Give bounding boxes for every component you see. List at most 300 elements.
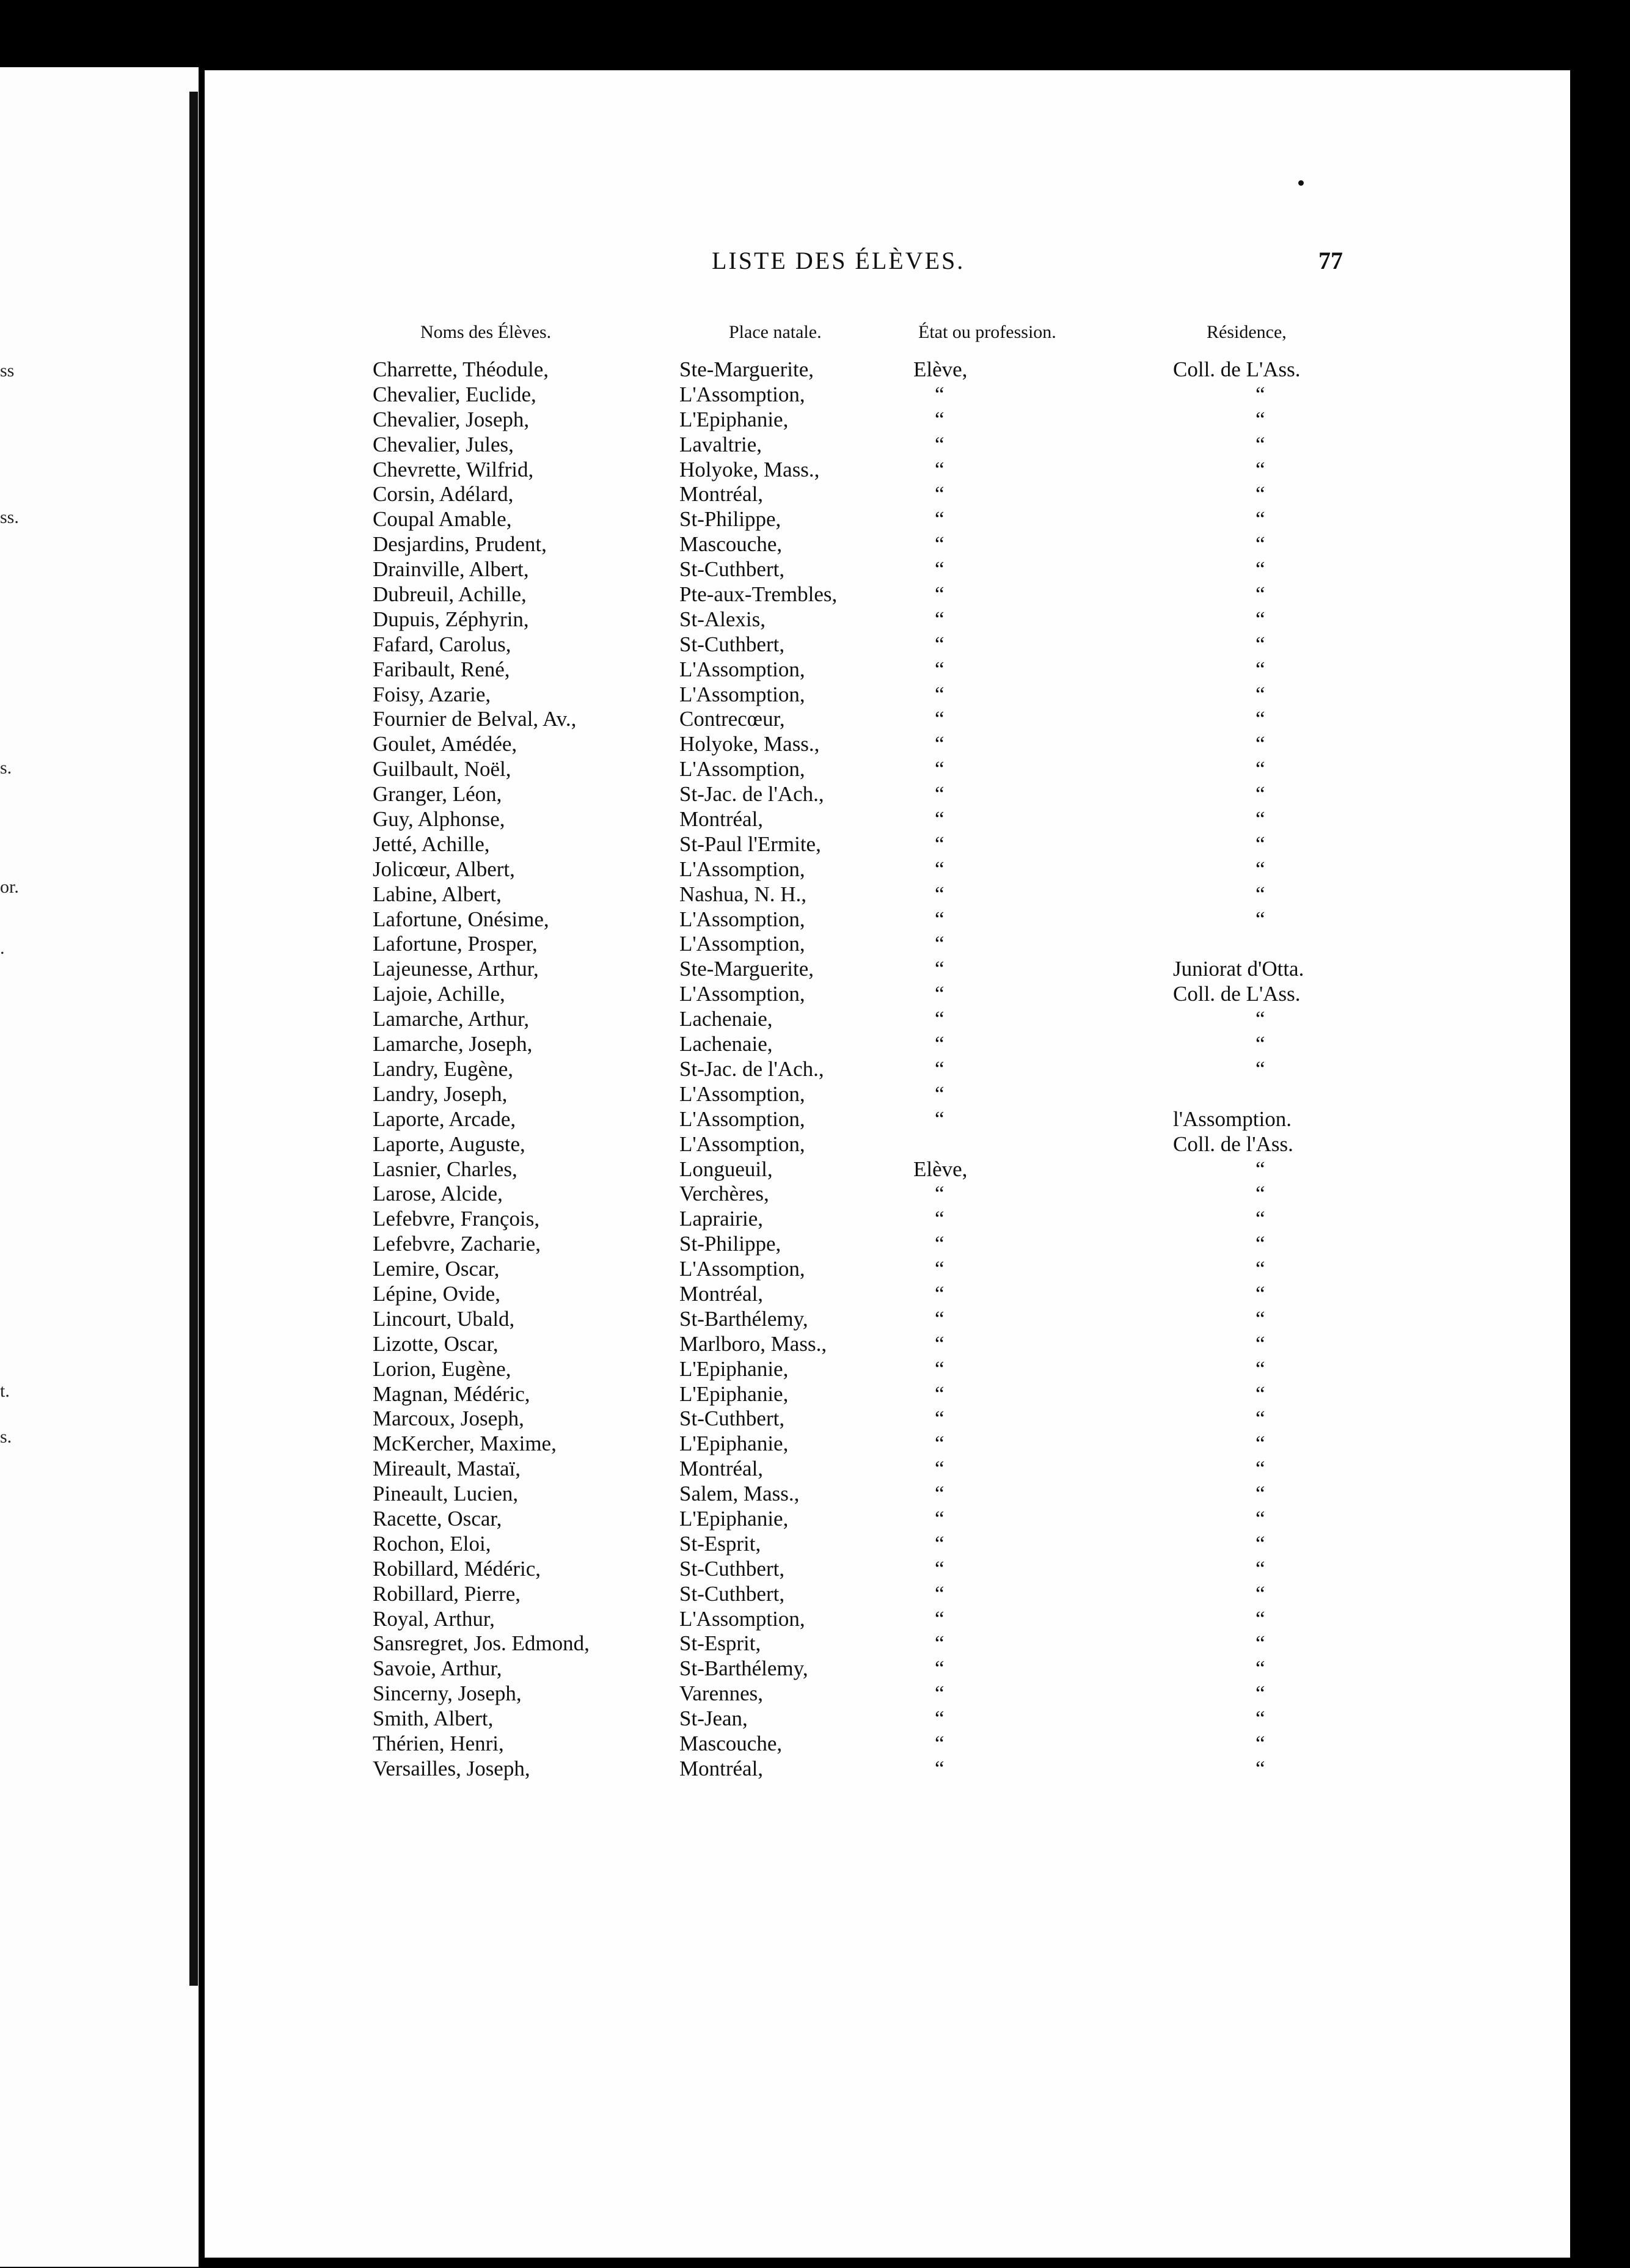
student-name: Corsin, Adélard, [373, 482, 514, 507]
occupation: “ [935, 1257, 945, 1281]
student-row [205, 1282, 1570, 1307]
student-row [205, 707, 1570, 732]
student-row [205, 657, 1570, 682]
birthplace: L'Assomption, [679, 932, 805, 956]
residence: “ [1255, 1506, 1265, 1531]
residence: “ [1255, 1556, 1265, 1581]
occupation: “ [935, 1432, 945, 1456]
occupation: “ [935, 382, 945, 406]
birthplace: St-Philippe, [679, 1232, 781, 1256]
student-row [205, 507, 1570, 532]
occupation: “ [935, 807, 945, 832]
student-name: Chevalier, Jules, [373, 432, 514, 456]
residence: “ [1255, 682, 1265, 706]
running-head [205, 246, 1570, 283]
occupation: “ [935, 1581, 945, 1606]
residence: “ [1255, 532, 1265, 557]
student-name: Sincerny, Joseph, [373, 1681, 522, 1706]
birthplace: St-Cuthbert, [679, 1407, 785, 1431]
student-row [205, 1532, 1570, 1557]
birthplace: Salem, Mass., [679, 1482, 800, 1506]
occupation: “ [935, 982, 945, 1006]
student-row [205, 1307, 1570, 1332]
occupation: “ [935, 682, 945, 706]
occupation: “ [935, 1356, 945, 1381]
residence: “ [1255, 1331, 1265, 1356]
column-header-name: Noms des Élèves. [420, 322, 552, 342]
birthplace: Montréal, [679, 1756, 764, 1780]
edge-fragment: s. [0, 1427, 12, 1447]
student-row [205, 1082, 1570, 1107]
student-name: Lamarche, Joseph, [373, 1032, 533, 1056]
student-name: Lafortune, Onésime, [373, 907, 549, 931]
birthplace: St-Jac. de l'Ach., [679, 1056, 824, 1081]
occupation: “ [935, 1606, 945, 1631]
student-row [205, 1681, 1570, 1706]
occupation: “ [935, 1756, 945, 1780]
student-name: Dubreuil, Achille, [373, 582, 527, 607]
occupation: “ [935, 1631, 945, 1656]
student-name: Landry, Eugène, [373, 1056, 513, 1081]
student-row [205, 1382, 1570, 1407]
birthplace: L'Epiphanie, [679, 1381, 789, 1406]
student-name: Rochon, Eloi, [373, 1531, 491, 1556]
occupation: Elève, [913, 1157, 968, 1181]
student-name: Versailles, Joseph, [373, 1756, 530, 1780]
student-row [205, 1582, 1570, 1607]
student-name: Racette, Oscar, [373, 1506, 502, 1531]
student-row [205, 882, 1570, 907]
student-row [205, 1207, 1570, 1232]
residence: “ [1255, 1257, 1265, 1281]
birthplace: St-Jac. de l'Ach., [679, 782, 824, 807]
student-name: Chevalier, Euclide, [373, 382, 536, 406]
student-name: Lajoie, Achille, [373, 982, 505, 1006]
student-name: Jolicœur, Albert, [373, 857, 515, 881]
student-row [205, 1457, 1570, 1482]
birthplace: St-Philippe, [679, 507, 781, 532]
residence: “ [1255, 1457, 1265, 1481]
residence: “ [1255, 1631, 1265, 1656]
residence: “ [1255, 1756, 1265, 1780]
student-row [205, 982, 1570, 1007]
student-list [205, 357, 1570, 1782]
student-row [205, 1182, 1570, 1207]
edge-fragment: . [0, 938, 5, 958]
student-name: Lajeunesse, Arthur, [373, 957, 539, 981]
occupation: “ [935, 732, 945, 756]
student-row [205, 1557, 1570, 1582]
occupation: “ [935, 957, 945, 981]
student-name: Fafard, Carolus, [373, 632, 511, 656]
student-name: Guilbault, Noël, [373, 757, 511, 781]
residence: “ [1255, 782, 1265, 807]
birthplace: Lavaltrie, [679, 432, 762, 456]
birthplace: Ste-Marguerite, [679, 357, 814, 381]
occupation: “ [935, 532, 945, 557]
occupation: “ [935, 557, 945, 582]
residence: “ [1255, 1432, 1265, 1456]
birthplace: L'Assomption, [679, 907, 805, 931]
student-name: Lincourt, Ubald, [373, 1306, 515, 1331]
occupation: “ [935, 1081, 945, 1106]
birthplace: L'Assomption, [679, 1107, 805, 1131]
residence: “ [1255, 1306, 1265, 1331]
occupation: “ [935, 882, 945, 906]
occupation: “ [935, 1381, 945, 1406]
student-row [205, 482, 1570, 507]
birthplace: St-Paul l'Ermite, [679, 832, 821, 856]
residence: “ [1255, 732, 1265, 756]
student-row [205, 782, 1570, 807]
occupation: “ [935, 832, 945, 856]
student-name: Sansregret, Jos. Edmond, [373, 1631, 590, 1656]
birthplace: Nashua, N. H., [679, 882, 807, 906]
student-row [205, 1757, 1570, 1782]
student-name: Robillard, Pierre, [373, 1581, 521, 1606]
occupation: “ [935, 1681, 945, 1706]
student-row [205, 1032, 1570, 1057]
occupation: “ [935, 1306, 945, 1331]
residence: “ [1255, 1007, 1265, 1031]
student-row [205, 382, 1570, 408]
student-name: Lasnier, Charles, [373, 1157, 517, 1181]
residence: “ [1255, 1656, 1265, 1681]
birthplace: L'Assomption, [679, 1132, 805, 1156]
student-name: Marcoux, Joseph, [373, 1407, 524, 1431]
column-header-etat: État ou profession. [918, 322, 1056, 342]
residence: “ [1255, 1356, 1265, 1381]
student-name: Larose, Alcide, [373, 1182, 503, 1206]
occupation: “ [935, 1056, 945, 1081]
occupation: “ [935, 1331, 945, 1356]
residence: “ [1255, 1157, 1265, 1181]
student-row [205, 557, 1570, 582]
birthplace: St-Esprit, [679, 1531, 761, 1556]
student-name: Lépine, Ovide, [373, 1281, 500, 1306]
occupation: “ [935, 782, 945, 807]
edge-fragment: ss [0, 360, 15, 381]
residence: “ [1255, 1032, 1265, 1056]
residence: “ [1255, 1581, 1265, 1606]
birthplace: Longueuil, [679, 1157, 773, 1181]
birthplace: L'Epiphanie, [679, 1356, 789, 1381]
birthplace: St-Cuthbert, [679, 557, 785, 582]
residence: “ [1255, 1531, 1265, 1556]
student-name: Lizotte, Oscar, [373, 1331, 499, 1356]
residence: “ [1255, 1681, 1265, 1706]
birthplace: Montréal, [679, 807, 764, 832]
occupation: “ [935, 457, 945, 481]
occupation: “ [935, 1007, 945, 1031]
student-row [205, 732, 1570, 757]
page-number: 77 [1318, 247, 1343, 274]
student-row [205, 357, 1570, 382]
birthplace: Marlboro, Mass., [679, 1331, 827, 1356]
birthplace: Mascouche, [679, 532, 783, 557]
residence: “ [1255, 657, 1265, 681]
occupation: “ [935, 757, 945, 781]
occupation: “ [935, 1407, 945, 1431]
birthplace: L'Epiphanie, [679, 1506, 789, 1531]
ink-speck [1298, 180, 1304, 186]
occupation: “ [935, 1706, 945, 1731]
birthplace: Laprairie, [679, 1207, 763, 1231]
student-row [205, 458, 1570, 483]
student-name: Foisy, Azarie, [373, 682, 491, 706]
occupation: “ [935, 582, 945, 607]
student-name: Laporte, Auguste, [373, 1132, 525, 1156]
student-name: Pineault, Lucien, [373, 1482, 519, 1506]
student-name: Granger, Léon, [373, 782, 502, 807]
residence: “ [1255, 857, 1265, 881]
student-name: Landry, Joseph, [373, 1081, 508, 1106]
residence: “ [1255, 807, 1265, 832]
birthplace: Montréal, [679, 1281, 764, 1306]
birthplace: Varennes, [679, 1681, 764, 1706]
student-row [205, 1656, 1570, 1681]
residence: “ [1255, 557, 1265, 582]
birthplace: Verchères, [679, 1182, 769, 1206]
residence: “ [1255, 607, 1265, 631]
birthplace: L'Assomption, [679, 1257, 805, 1281]
student-row [205, 957, 1570, 982]
occupation: “ [935, 1032, 945, 1056]
residence: “ [1255, 1281, 1265, 1306]
student-name: Laporte, Arcade, [373, 1107, 516, 1131]
student-name: Labine, Albert, [373, 882, 502, 906]
student-row [205, 1732, 1570, 1757]
student-name: McKercher, Maxime, [373, 1432, 557, 1456]
occupation: “ [935, 1556, 945, 1581]
residence: “ [1255, 482, 1265, 507]
student-name: Dupuis, Zéphyrin, [373, 607, 529, 631]
residence: “ [1255, 907, 1265, 931]
birthplace: St-Esprit, [679, 1631, 761, 1656]
occupation: “ [935, 1207, 945, 1231]
residence: “ [1255, 407, 1265, 431]
student-row [205, 1507, 1570, 1532]
birthplace: L'Epiphanie, [679, 1432, 789, 1456]
student-name: Chevalier, Joseph, [373, 407, 530, 431]
student-row [205, 932, 1570, 957]
student-name: Coupal Amable, [373, 507, 512, 532]
student-name: Chevrette, Wilfrid, [373, 457, 534, 481]
student-row [205, 1407, 1570, 1432]
birthplace: L'Assomption, [679, 382, 805, 406]
occupation: “ [935, 507, 945, 532]
student-row [205, 1482, 1570, 1507]
residence: “ [1255, 882, 1265, 906]
student-row [205, 607, 1570, 632]
birthplace: L'Epiphanie, [679, 407, 789, 431]
birthplace: St-Barthélemy, [679, 1306, 808, 1331]
birthplace: Montréal, [679, 482, 764, 507]
birthplace: Ste-Marguerite, [679, 957, 814, 981]
student-name: Fournier de Belval, Av., [373, 707, 577, 731]
birthplace: St-Cuthbert, [679, 1556, 785, 1581]
student-row [205, 1257, 1570, 1282]
student-name: Mireault, Mastaï, [373, 1457, 521, 1481]
student-row [205, 682, 1570, 708]
book-binding [189, 92, 198, 1986]
residence: Coll. de l'Ass. [1173, 1132, 1293, 1156]
student-row [205, 857, 1570, 882]
birthplace: L'Assomption, [679, 1081, 805, 1106]
residence: “ [1255, 832, 1265, 856]
student-name: Lemire, Oscar, [373, 1257, 500, 1281]
student-row [205, 1432, 1570, 1457]
student-row [205, 1332, 1570, 1357]
birthplace: Contrecœur, [679, 707, 785, 731]
student-name: Guy, Alphonse, [373, 807, 505, 832]
residence: “ [1255, 382, 1265, 406]
previous-page-edge [0, 67, 199, 2267]
birthplace: L'Assomption, [679, 1606, 805, 1631]
student-name: Faribault, René, [373, 657, 510, 681]
student-row [205, 1607, 1570, 1632]
student-name: Lamarche, Arthur, [373, 1007, 530, 1031]
residence: “ [1255, 1706, 1265, 1731]
occupation: “ [935, 857, 945, 881]
student-row [205, 582, 1570, 607]
occupation: “ [935, 1482, 945, 1506]
occupation: “ [935, 1531, 945, 1556]
occupation: “ [935, 1731, 945, 1755]
student-row [205, 1232, 1570, 1257]
residence: “ [1255, 432, 1265, 456]
birthplace: St-Barthélemy, [679, 1656, 808, 1681]
birthplace: Lachenaie, [679, 1007, 773, 1031]
student-name: Thérien, Henri, [373, 1731, 504, 1755]
student-name: Desjardins, Prudent, [373, 532, 547, 557]
birthplace: Mascouche, [679, 1731, 783, 1755]
student-row [205, 1706, 1570, 1732]
edge-fragment: s. [0, 758, 12, 778]
residence: “ [1255, 1182, 1265, 1206]
birthplace: L'Assomption, [679, 757, 805, 781]
student-row [205, 433, 1570, 458]
birthplace: L'Assomption, [679, 657, 805, 681]
student-row [205, 1007, 1570, 1032]
student-row [205, 632, 1570, 657]
occupation: “ [935, 707, 945, 731]
student-row [205, 907, 1570, 932]
column-header-residence: Résidence, [1207, 322, 1287, 342]
residence: Coll. de L'Ass. [1173, 357, 1301, 381]
student-name: Drainville, Albert, [373, 557, 529, 582]
occupation: “ [935, 657, 945, 681]
occupation: “ [935, 932, 945, 956]
residence: “ [1255, 707, 1265, 731]
student-name: Savoie, Arthur, [373, 1656, 502, 1681]
residence: “ [1255, 1482, 1265, 1506]
student-name: Smith, Albert, [373, 1706, 494, 1731]
student-row [205, 1157, 1570, 1182]
student-name: Lafortune, Prosper, [373, 932, 538, 956]
occupation: “ [935, 1457, 945, 1481]
residence: “ [1255, 632, 1265, 656]
birthplace: L'Assomption, [679, 982, 805, 1006]
birthplace: Montréal, [679, 1457, 764, 1481]
occupation: “ [935, 1506, 945, 1531]
occupation: “ [935, 1656, 945, 1681]
student-row [205, 1132, 1570, 1157]
occupation: “ [935, 1232, 945, 1256]
edge-fragment: or. [0, 877, 19, 897]
student-row [205, 408, 1570, 433]
residence: “ [1255, 457, 1265, 481]
student-name: Lorion, Eugène, [373, 1356, 511, 1381]
student-row [205, 532, 1570, 557]
occupation: “ [935, 632, 945, 656]
residence: Coll. de L'Ass. [1173, 982, 1301, 1006]
occupation: Elève, [913, 357, 968, 381]
column-header-place: Place natale. [729, 322, 822, 342]
student-name: Charrette, Théodule, [373, 357, 549, 381]
occupation: “ [935, 1182, 945, 1206]
student-name: Jetté, Achille, [373, 832, 490, 856]
residence: “ [1255, 1207, 1265, 1231]
birthplace: Holyoke, Mass., [679, 457, 820, 481]
student-name: Lefebvre, Zacharie, [373, 1232, 541, 1256]
birthplace: L'Assomption, [679, 682, 805, 706]
book-page [205, 70, 1570, 2258]
occupation: “ [935, 432, 945, 456]
occupation: “ [935, 482, 945, 507]
edge-fragment: t. [0, 1381, 10, 1401]
student-name: Robillard, Médéric, [373, 1556, 541, 1581]
occupation: “ [935, 907, 945, 931]
residence: “ [1255, 582, 1265, 607]
student-name: Lefebvre, François, [373, 1207, 540, 1231]
student-row [205, 1631, 1570, 1656]
student-name: Goulet, Amédée, [373, 732, 517, 756]
birthplace: Pte-aux-Trembles, [679, 582, 838, 607]
residence: “ [1255, 1606, 1265, 1631]
residence: Juniorat d'Otta. [1173, 957, 1304, 981]
student-name: Magnan, Médéric, [373, 1381, 530, 1406]
birthplace: St-Cuthbert, [679, 632, 785, 656]
edge-fragment: ss. [0, 507, 19, 527]
occupation: “ [935, 407, 945, 431]
birthplace: St-Jean, [679, 1706, 748, 1731]
residence: “ [1255, 1232, 1265, 1256]
residence: “ [1255, 1407, 1265, 1431]
residence: “ [1255, 507, 1265, 532]
residence: “ [1255, 757, 1265, 781]
residence: “ [1255, 1056, 1265, 1081]
residence: “ [1255, 1381, 1265, 1406]
student-row [205, 832, 1570, 857]
student-name: Royal, Arthur, [373, 1606, 495, 1631]
residence: “ [1255, 1731, 1265, 1755]
birthplace: Holyoke, Mass., [679, 732, 820, 756]
student-row [205, 1357, 1570, 1382]
birthplace: St-Alexis, [679, 607, 766, 631]
birthplace: St-Cuthbert, [679, 1581, 785, 1606]
student-row [205, 1057, 1570, 1082]
birthplace: L'Assomption, [679, 857, 805, 881]
page-title: LISTE DES ÉLÈVES. [712, 247, 965, 274]
occupation: “ [935, 1281, 945, 1306]
birthplace: Lachenaie, [679, 1032, 773, 1056]
occupation: “ [935, 607, 945, 631]
residence: l'Assomption. [1173, 1107, 1292, 1131]
student-row [205, 757, 1570, 782]
student-row [205, 807, 1570, 832]
occupation: “ [935, 1107, 945, 1131]
